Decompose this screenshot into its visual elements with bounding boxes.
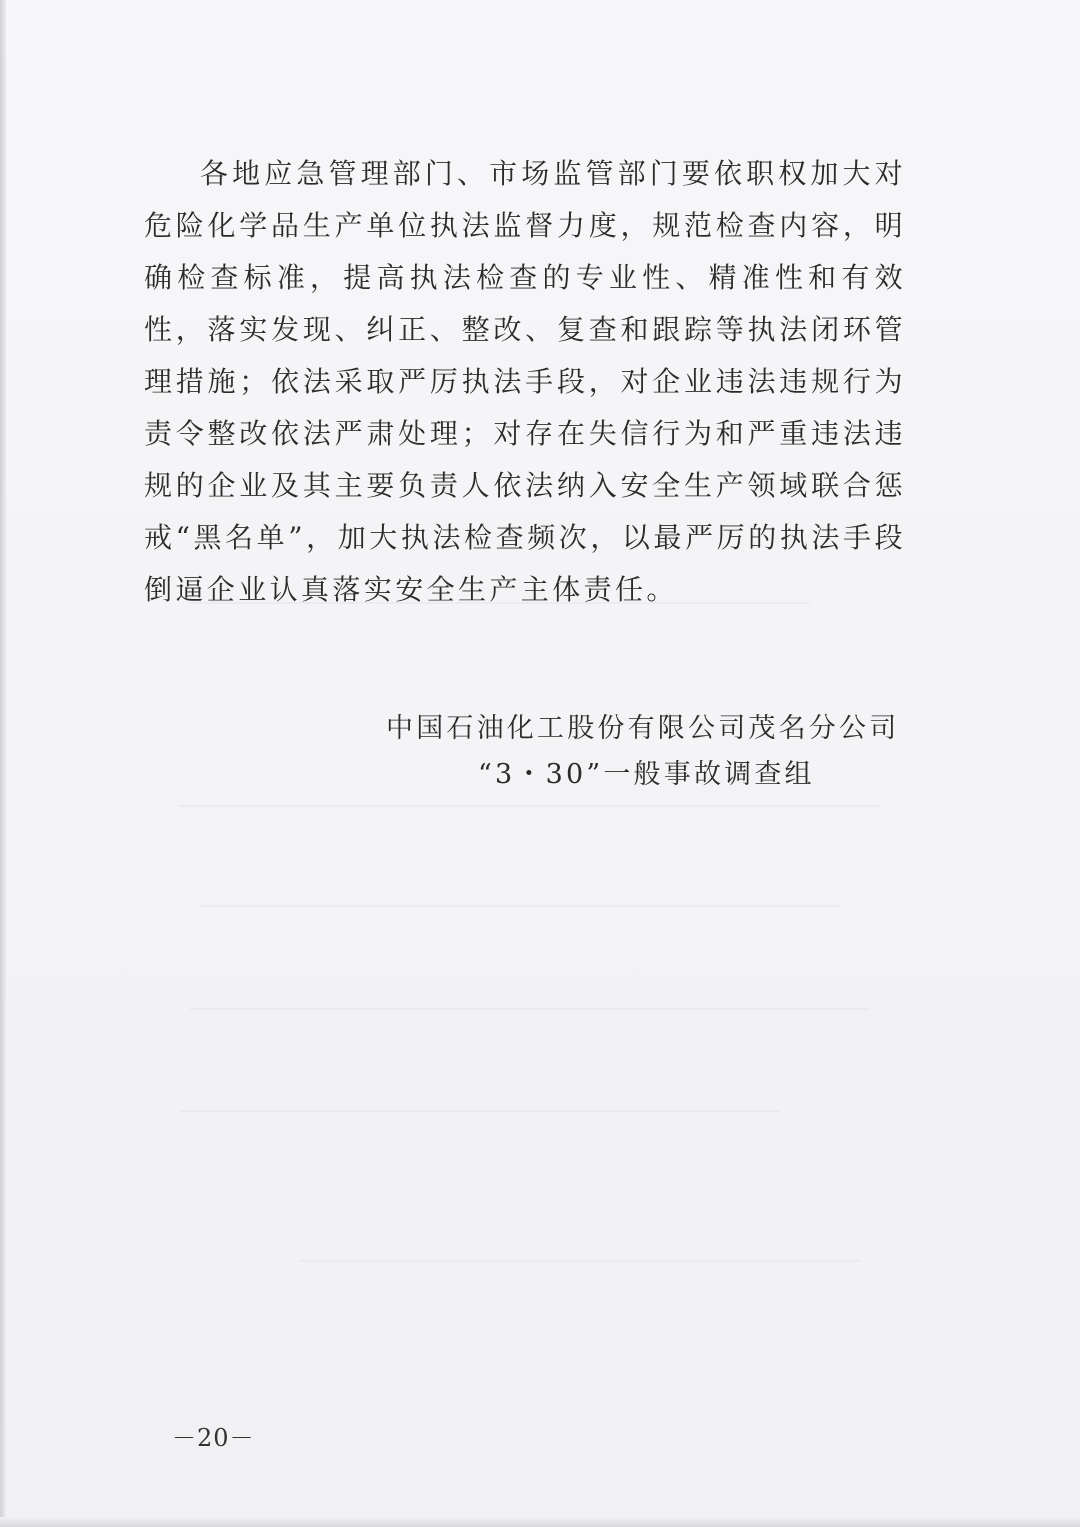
body-paragraph: 各地应急管理部门、市场监管部门要依职权加大对危险化学品生产单位执法监督力度，规范检查内容，明确检查标准，提高执法检查的专业性、精准性和有效性，落实发现、纠正、整改、复查和跟踪等执法闭环管理措施；依法采取严厉执法手段，对企业违法违规行为责令整改依法严肃处理；对存在失信行为和严重违法违规的企业及其主要负责人依法纳入安全生产领域联合惩戒“黑名单”，加大执法检查频次，以最严厉的执法手段倒逼企业认真落实安全生产主体责任。 [144,157,906,606]
show-through-line [180,805,880,807]
signature-group: “3・30”一般事故调查组 [478,759,815,790]
show-through-line [300,1260,860,1262]
show-through-line [180,1110,780,1112]
scan-edge-left [0,0,6,1527]
signature-organization: 中国石油化工股份有限公司茂名分公司 [386,713,900,744]
page-number: －20－ [172,1424,255,1452]
signature-block [360,706,920,798]
show-through-line [190,1008,870,1010]
show-through-line [200,905,840,907]
scan-edge-bottom [0,1517,1080,1527]
